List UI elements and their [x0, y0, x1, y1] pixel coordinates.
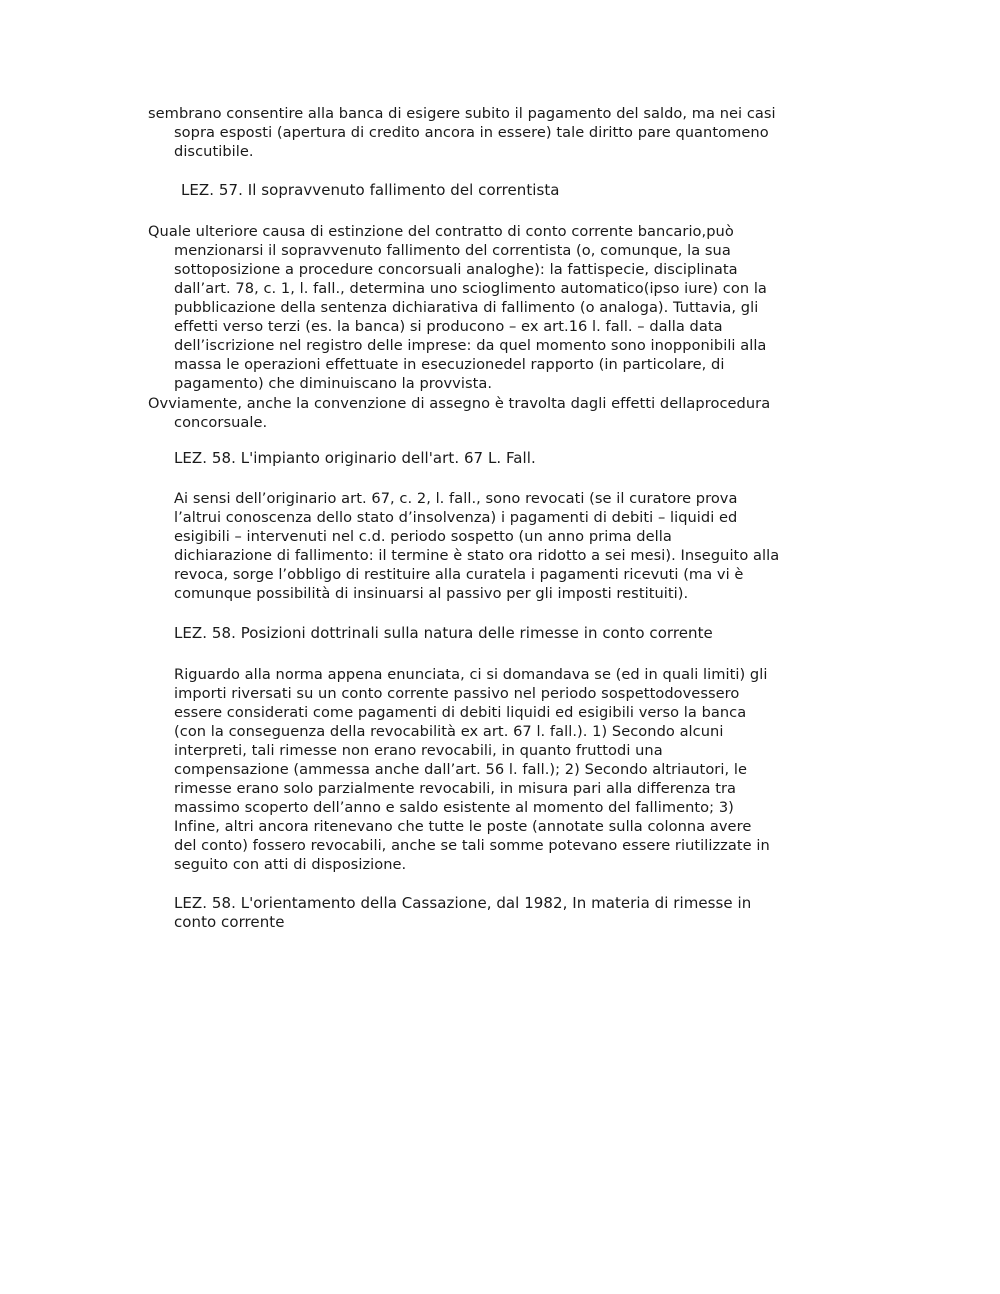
paragraph-line: concorsuale.	[174, 414, 268, 431]
paragraph-line: Ai sensi dell’originario art. 67, c. 2, l. fall., sono revocati (se il curatore prova	[174, 490, 738, 507]
paragraph-line: massimo scoperto dell’anno e saldo esistente al momento del fallimento; 3)	[174, 799, 734, 816]
paragraph-line: pubblicazione della sentenza dichiarativa di fallimento (o analoga). Tuttavia, gli	[174, 299, 759, 316]
paragraph-line: pagamento) che diminuiscano la provvista.	[174, 375, 493, 392]
paragraph-line: Ovviamente, anche la convenzione di assegno è travolta dagli effetti dellaprocedura	[148, 395, 771, 412]
section-heading: LEZ. 58. L'impianto originario dell'art. 67 L. Fall.	[174, 449, 536, 467]
paragraph-line: dichiarazione di fallimento: il termine è stato ora ridotto a sei mesi). Inseguito alla	[174, 547, 780, 564]
paragraph-line: sottoposizione a procedure concorsuali analoghe): la fattispecie, disciplinata	[174, 261, 738, 278]
paragraph-line: comunque possibilità di insinuarsi al passivo per gli imposti restituiti).	[174, 585, 689, 602]
paragraph-line: Quale ulteriore causa di estinzione del contratto di conto corrente bancario,può	[148, 223, 734, 240]
section-heading: conto corrente	[174, 913, 285, 931]
paragraph-line: rimesse erano solo parzialmente revocabili, in misura pari alla differenza tra	[174, 780, 737, 797]
paragraph-line: effetti verso terzi (es. la banca) si producono – ex art.16 l. fall. – dalla data	[174, 318, 723, 335]
paragraph-line: Infine, altri ancora ritenevano che tutte le poste (annotate sulla colonna avere	[174, 818, 752, 835]
paragraph-line: l’altrui conoscenza dello stato d’insolvenza) i pagamenti di debiti – liquidi ed	[174, 509, 738, 526]
paragraph-line: (con la conseguenza della revocabilità ex art. 67 l. fall.). 1) Secondo alcuni	[174, 723, 724, 740]
paragraph-line: sopra esposti (apertura di credito ancora in essere) tale diritto pare quantomeno	[174, 124, 769, 141]
paragraph-line: Riguardo alla norma appena enunciata, ci si domandava se (ed in quali limiti) gli	[174, 666, 768, 683]
section-heading: LEZ. 57. Il sopravvenuto fallimento del correntista	[181, 181, 560, 199]
paragraph-line: menzionarsi il sopravvenuto fallimento del correntista (o, comunque, la sua	[174, 242, 731, 259]
paragraph-line: massa le operazioni effettuate in esecuzionedel rapporto (in particolare, di	[174, 356, 725, 373]
paragraph-line: del conto) fossero revocabili, anche se tali somme potevano essere riutilizzate in	[174, 837, 770, 854]
paragraph-line: seguito con atti di disposizione.	[174, 856, 407, 873]
paragraph-line: compensazione (ammessa anche dall’art. 56 l. fall.); 2) Secondo altriautori, le	[174, 761, 747, 778]
paragraph-line: esigibili – intervenuti nel c.d. periodo sospetto (un anno prima della	[174, 528, 672, 545]
section-heading: LEZ. 58. L'orientamento della Cassazione, dal 1982, In materia di rimesse in	[174, 894, 752, 912]
paragraph-line: interpreti, tali rimesse non erano revocabili, in quanto fruttodi una	[174, 742, 663, 759]
paragraph-line: sembrano consentire alla banca di esigere subito il pagamento del saldo, ma nei casi	[148, 105, 776, 122]
paragraph-line: revoca, sorge l’obbligo di restituire alla curatela i pagamenti ricevuti (ma vi è	[174, 566, 744, 583]
paragraph-line: dall’art. 78, c. 1, l. fall., determina uno scioglimento automatico(ipso iure) con la	[174, 280, 767, 297]
section-heading: LEZ. 58. Posizioni dottrinali sulla natura delle rimesse in conto corrente	[174, 624, 713, 642]
paragraph-line: importi riversati su un conto corrente passivo nel periodo sospettodovessero	[174, 685, 740, 702]
paragraph-line: discutibile.	[174, 143, 254, 160]
paragraph-line: essere considerati come pagamenti di debiti liquidi ed esigibili verso la banca	[174, 704, 747, 721]
paragraph-line: dell’iscrizione nel registro delle imprese: da quel momento sono inopponibili alla	[174, 337, 767, 354]
